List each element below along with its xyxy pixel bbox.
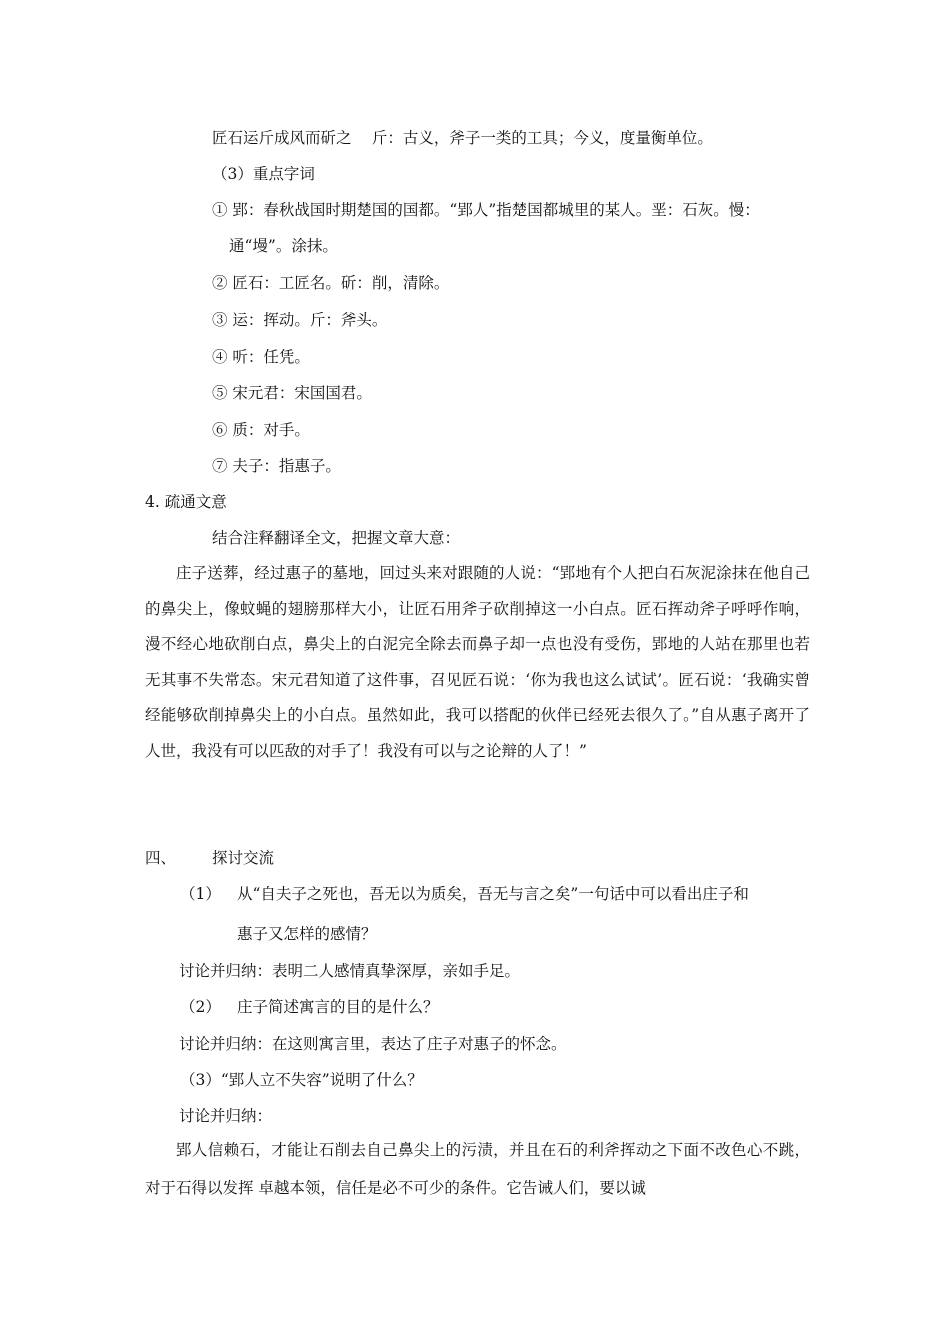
question-1-text: 从“自夫子之死也，吾无以为质矣，吾无与言之矣”一句话中可以看出庄子和 [237,885,749,903]
question-1-number: （1） [180,885,221,903]
section-heading-key-words: （3）重点字词 [212,165,315,183]
translation-intro: 结合注释翻译全文，把握文章大意： [212,529,461,547]
answer-1: 讨论并归纳：表明二人感情真挚深厚，亲如手足。 [179,962,521,980]
section-4-title: 探讨交流 [212,849,275,867]
vocab-item-4: ④ 听：任凭。 [212,348,310,366]
answer-3-paragraph: 郢人信赖石，才能让石削去自己鼻尖上的污渍，并且在石的利斧挥动之下面不改色心不跳，对于石得以发挥 卓越本领，信任是必不可少的条件。它告诫人们，要以诚 [145,1141,810,1197]
answer-3-label: 讨论并归纳： [179,1107,273,1125]
section-4-number: 四、 [145,849,177,867]
question-3: （3）“郢人立不失容”说明了什么？ [180,1071,423,1089]
vocab-item-6: ⑥ 质：对手。 [212,421,310,439]
gujin-yiyi-line: 匠石运斤成风而斫之 斤：古义，斧子一类的工具；今义，度量衡单位。 [212,129,713,147]
vocab-item-1: ① 郢：春秋战国时期楚国的国都。“郢人”指楚国都城里的某人。垩：石灰。慢： [212,201,760,219]
question-1-text-continued: 惠子又怎样的感情？ [237,925,377,943]
vocab-item-1-continued: 通“墁”。涂抹。 [229,237,338,255]
vocab-item-2: ② 匠石：工匠名。斫：削，清除。 [212,274,450,292]
question-2-number: （2） [180,998,221,1016]
vocab-item-5: ⑤ 宋元君：宋国国君。 [212,384,372,402]
question-2-text: 庄子简述寓言的目的是什么？ [237,998,439,1016]
answer-2: 讨论并归纳：在这则寓言里，表达了庄子对惠子的怀念。 [179,1035,567,1053]
heading-4-translation: 4. 疏通文意 [145,493,227,511]
vocab-item-3: ③ 运：挥动。斤：斧头。 [212,311,388,329]
translation-paragraph: 庄子送葬，经过惠子的墓地，回过头来对跟随的人说：“郢地有个人把白石灰泥涂抹在他自己的鼻尖上，像蚊蝇的翅膀那样大小，让匠石用斧子砍削掉这一小白点。匠石挥动斧子呼呼作响，漫不经心地砍削白点，鼻尖上的白泥完全除去而鼻子却一点也没有受伤，郢地的人站在那里也若无其事不失常态。宋元君知道了这件事，召见匠石说：‘你为我也这么试试’。匠石说：‘我确实曾经能够砍削掉鼻尖上的小白点。虽然如此，我可以搭配的伙伴已经死去很久了。”自从惠子离开了人世，我没有可以匹敌的对手了！我没有可以与之论辩的人了！” [145,564,810,760]
vocab-item-7: ⑦ 夫子：指惠子。 [212,457,341,475]
